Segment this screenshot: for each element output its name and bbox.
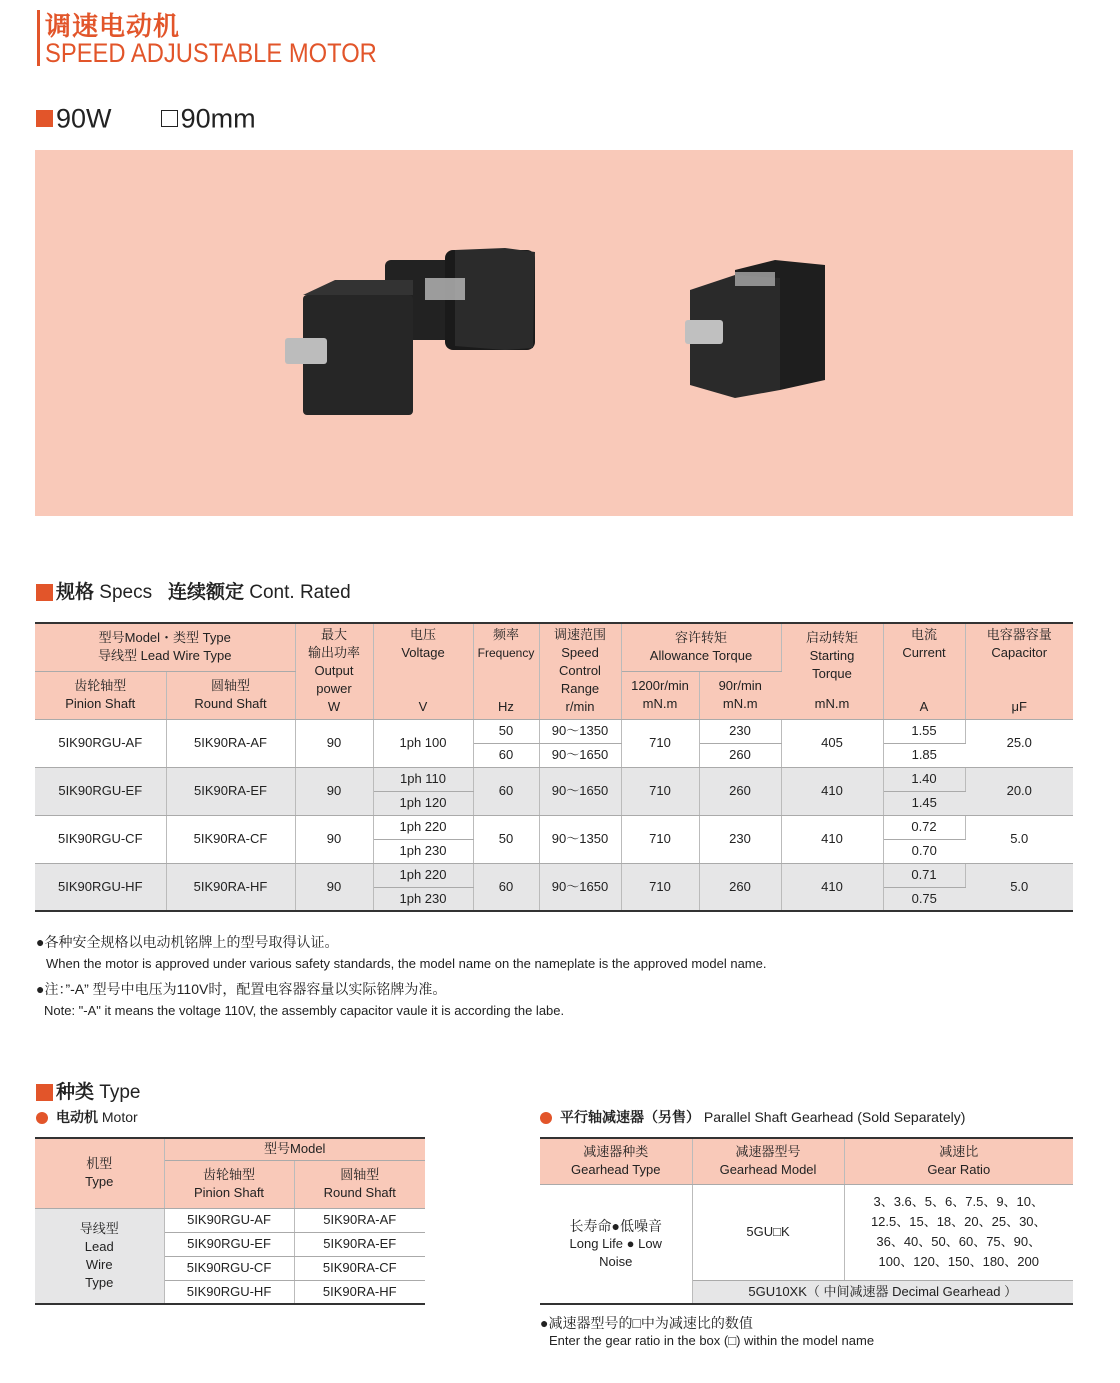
table-row	[540, 1184, 1073, 1280]
header-capacitor: 电容器容量 Capacitor μF	[965, 623, 1073, 719]
gearhead-table	[540, 1137, 1073, 1305]
note-2-cn: ●注：”-A” 型号中电压为110V时，配置电容器容量以实际铭牌为准。	[36, 981, 447, 997]
note-2-en: Note: "-A" it means the voltage 110V, the assembly capacitor vaule it is according the labe.	[44, 1003, 565, 1018]
header-round: 圆轴型 Round Shaft	[294, 1160, 425, 1208]
header-torque: 容许转矩 Allowance Torque	[621, 623, 781, 671]
power-rating: 90W	[56, 103, 112, 134]
table-row: 1ph 230 0.70	[35, 839, 1073, 863]
header-model: 型号Model・类型 Type 导线型 Lead Wire Type	[35, 623, 295, 671]
header-gear-ratio: 减速比 Gear Ratio	[844, 1138, 1073, 1184]
page-title-en: SPEED ADJUSTABLE MOTOR	[45, 38, 377, 68]
table-row: 5IK90RGU-HF 5IK90RA-HF 90 1ph 220 60 90～1650 710 260 410 0.71 5.0	[35, 863, 1073, 887]
gear-ratio-cell: 3、3.6、5、6、7.5、9、10、 12.5、15、18、20、25、30、 36、40、50、60、75、90、 100、120、150、180、200	[844, 1184, 1073, 1280]
header-current: 电流 Current A	[883, 623, 965, 719]
gear-note-cn: ●减速器型号的□中为减速比的数值	[540, 1315, 753, 1331]
filled-square-icon	[36, 584, 53, 601]
motor-type-table	[35, 1137, 425, 1305]
gear-type-cell: 长寿命●低噪音 Long Life ● Low Noise	[540, 1184, 692, 1304]
gear-note-en: Enter the gear ratio in the box (□) within the model name	[549, 1333, 875, 1348]
specs-heading: 规格 Specs 连续额定 Cont. Rated	[36, 577, 351, 604]
page-title-cn: 调速电动机	[45, 11, 181, 41]
header-pinion: 齿轮轴型 Pinion Shaft	[35, 671, 166, 719]
motor-images	[35, 150, 1073, 516]
table-row: 导线型 Lead Wire Type 5IK90RGU-AF 5IK90RA-AF	[35, 1208, 425, 1232]
table-row: 60 90～1650 260 1.85	[35, 743, 1073, 767]
gear-subheading: 平行轴减速器（另售） Parallel Shaft Gearhead (Sold Separately)	[540, 1107, 965, 1127]
header-90: 90r/min mN.m	[699, 671, 781, 719]
open-square-icon	[161, 110, 178, 127]
bullet-dot-icon	[36, 1112, 48, 1124]
specs-table	[35, 622, 1073, 912]
table-row: 5IK90RGU-HF 5IK90RA-HF	[35, 1280, 425, 1304]
filled-square-icon	[36, 1084, 53, 1101]
table-row: 1ph 230 0.75	[35, 887, 1073, 911]
header-speed: 调速范围 Speed Control Range r/min	[539, 623, 621, 719]
table-row: 5IK90RGU-AF 5IK90RA-AF 90 1ph 100 50 90～1350 710 230 405 1.55 25.0	[35, 719, 1073, 743]
header-kind: 机型 Type	[35, 1138, 164, 1208]
table-row: 5IK90RGU-CF 5IK90RA-CF	[35, 1256, 425, 1280]
header-frequency: 频率 Frequency Hz	[473, 623, 539, 719]
header-model: 型号Model	[164, 1138, 425, 1160]
header-starting: 启动转矩 Starting Torque mN.m	[781, 623, 883, 719]
header-gear-model: 减速器型号 Gearhead Model	[692, 1138, 844, 1184]
gear-model-cell: 5GU□K	[692, 1184, 844, 1280]
filled-square-icon	[36, 110, 53, 127]
motor-subheading: 电动机 Motor	[36, 1107, 138, 1127]
note-1-cn: ●各种安全规格以电动机铭牌上的型号取得认证。	[36, 934, 339, 950]
table-row: 5IK90RGU-EF 5IK90RA-EF	[35, 1232, 425, 1256]
note-1-en: When the motor is approved under various safety standards, the model name on the nameplate is the approved model name.	[46, 956, 767, 971]
table-row: 5IK90RGU-EF 5IK90RA-EF 90 1ph 110 60 90～1650 710 260 410 1.40 20.0	[35, 767, 1073, 791]
header-pinion: 齿轮轴型 Pinion Shaft	[164, 1160, 294, 1208]
header-output: 最大 输出功率 Output power W	[295, 623, 373, 719]
header-gear-type: 减速器种类 Gearhead Type	[540, 1138, 692, 1184]
power-frame-line	[36, 102, 256, 134]
header-round: 圆轴型 Round Shaft	[166, 671, 295, 719]
decimal-gearhead: 5GU10XK（ 中间减速器 Decimal Gearhead ）	[692, 1280, 1073, 1304]
motor-image-2	[685, 260, 825, 398]
bullet-dot-icon	[540, 1112, 552, 1124]
header-1200: 1200r/min mN.m	[621, 671, 699, 719]
table-row: 5IK90RGU-CF 5IK90RA-CF 90 1ph 220 50 90～1350 710 230 410 0.72 5.0	[35, 815, 1073, 839]
type-heading: 种类 Type	[36, 1077, 141, 1104]
motor-image-1	[285, 248, 535, 415]
lead-wire-type: 导线型 Lead Wire Type	[35, 1208, 164, 1304]
product-photo	[35, 150, 1073, 516]
frame-size: 90mm	[180, 103, 256, 134]
title-accent-bar	[37, 10, 40, 66]
table-row: 1ph 120 1.45	[35, 791, 1073, 815]
header-voltage: 电压 Voltage V	[373, 623, 473, 719]
